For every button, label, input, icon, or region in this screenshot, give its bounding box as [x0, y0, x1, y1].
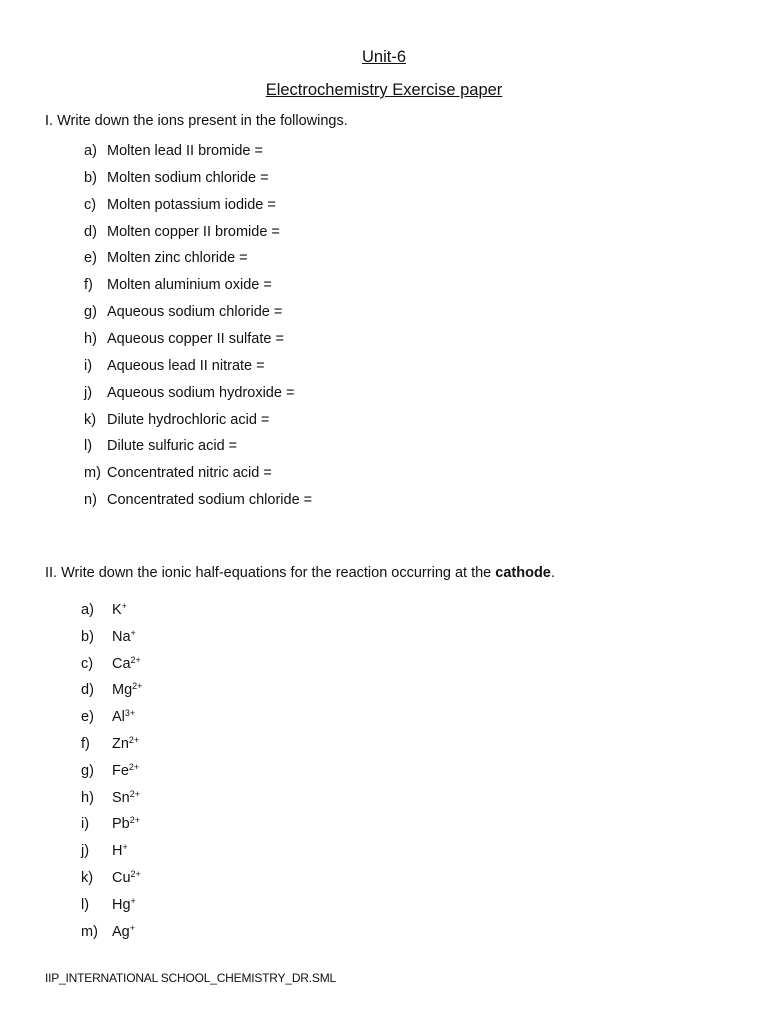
ion-symbol: Fe: [112, 762, 129, 779]
list-item-text: Molten aluminium oxide =: [107, 277, 272, 294]
ion-charge: +: [130, 627, 136, 638]
ion-charge: 2+: [129, 815, 141, 826]
section2-heading-prefix: II. Write down the ionic half-equations for the reaction occurring at the: [45, 565, 496, 581]
section2-heading-suffix: .: [550, 565, 555, 581]
list-item-text: Molten zinc chloride =: [107, 250, 248, 267]
list-item-marker: f): [81, 736, 90, 752]
list-item-text: Concentrated nitric acid =: [107, 465, 272, 482]
list-item: [84, 410, 269, 430]
ion-charge: 2+: [128, 761, 140, 772]
ion-charge: +: [129, 922, 136, 933]
list-item: [84, 302, 282, 322]
list-item: [81, 922, 135, 942]
ion-charge: 2+: [129, 788, 141, 799]
list-item: [84, 195, 276, 215]
list-item: [81, 841, 128, 861]
ion-symbol: Ca: [112, 655, 131, 672]
ion-charge: 2+: [130, 654, 141, 665]
list-item: [81, 600, 127, 620]
list-item: [81, 761, 139, 781]
ion-symbol: Al: [112, 709, 125, 726]
list-item-marker: b): [84, 169, 97, 186]
ion-symbol: H: [112, 843, 123, 860]
list-item-marker: b): [81, 628, 94, 645]
list-item-marker: k): [84, 411, 97, 428]
list-item: [81, 707, 135, 727]
list-item: [81, 814, 140, 834]
list-item-text: Molten sodium chloride =: [107, 169, 269, 186]
list-item: [84, 383, 294, 403]
list-item: [81, 895, 136, 915]
list-item-marker: g): [81, 762, 94, 779]
ion-symbol: Pb: [112, 816, 130, 833]
ion-charge: 2+: [128, 735, 140, 745]
list-item-marker: a): [84, 143, 97, 159]
list-item: [84, 329, 284, 349]
ion-symbol: Na: [112, 628, 131, 645]
list-item-text: Dilute hydrochloric acid =: [107, 411, 270, 428]
footer-text: IIP_INTERNATIONAL SCHOOL_CHEMISTRY_DR.SML: [45, 971, 336, 985]
list-item-marker: e): [81, 709, 94, 726]
list-item-marker: c): [81, 655, 94, 672]
ion-symbol: Sn: [112, 789, 130, 806]
list-item-marker: h): [84, 331, 97, 347]
list-item-marker: d): [81, 682, 94, 699]
ion-charge: +: [130, 895, 136, 906]
list-item: [84, 168, 269, 188]
list-item-text: Aqueous sodium chloride =: [107, 304, 283, 321]
ion-symbol: Hg: [112, 896, 131, 913]
ion-charge: +: [121, 601, 127, 611]
ion-charge: +: [122, 842, 128, 853]
paper-title: Electrochemistry Exercise paper: [265, 81, 503, 99]
list-item-marker: j): [81, 843, 90, 860]
list-item-marker: l): [81, 896, 90, 913]
section2-heading-bold: cathode: [495, 565, 551, 581]
section2-heading: [45, 565, 555, 581]
ion-symbol: Mg: [112, 682, 133, 699]
list-item: [81, 654, 141, 674]
list-item-text: Molten potassium iodide =: [107, 196, 276, 213]
list-item-marker: m): [84, 465, 101, 482]
list-item-text: Concentrated sodium chloride =: [107, 492, 313, 509]
list-item: [84, 356, 265, 376]
list-item: [84, 436, 237, 456]
list-item: [81, 680, 142, 700]
list-item-marker: j): [84, 384, 93, 401]
unit-title: Unit-6: [361, 48, 406, 66]
list-item-marker: n): [84, 492, 97, 509]
list-item-marker: e): [84, 250, 97, 267]
list-item-marker: f): [84, 277, 93, 294]
list-item: [84, 490, 312, 510]
list-item: [84, 275, 272, 295]
list-item-text: Dilute sulfuric acid =: [107, 438, 238, 455]
ion-symbol: Ag: [112, 923, 130, 940]
list-item-marker: i): [81, 816, 90, 833]
list-item-marker: l): [84, 438, 93, 455]
list-item-text: Aqueous copper II sulfate =: [107, 331, 284, 347]
list-item-text: Aqueous sodium hydroxide =: [107, 384, 295, 401]
list-item: [84, 222, 280, 242]
list-item-text: Molten lead II bromide =: [107, 143, 263, 159]
list-item: [81, 734, 139, 754]
list-item: [84, 463, 272, 483]
list-item-marker: a): [81, 602, 94, 618]
list-item-marker: k): [81, 870, 94, 886]
ion-symbol: K: [112, 602, 122, 618]
list-item-marker: m): [81, 923, 98, 940]
ion-charge: 2+: [132, 681, 143, 692]
section1-heading: I. Write down the ions present in the followings.: [45, 113, 348, 129]
ion-charge: 2+: [130, 869, 141, 879]
list-item-marker: c): [84, 196, 97, 213]
list-item-marker: d): [84, 223, 97, 240]
list-item: [81, 868, 141, 888]
list-item-marker: h): [81, 789, 94, 806]
list-item: [81, 627, 136, 647]
list-item-text: Molten copper II bromide =: [107, 223, 280, 240]
list-item: [84, 248, 248, 268]
list-item: [81, 788, 140, 808]
ion-charge: 3+: [124, 708, 136, 719]
ion-symbol: Cu: [112, 870, 131, 886]
list-item-marker: i): [84, 357, 93, 374]
list-item-marker: g): [84, 304, 97, 321]
list-item: [84, 141, 263, 161]
ion-symbol: Zn: [112, 736, 129, 752]
list-item-text: Aqueous lead II nitrate =: [107, 357, 265, 374]
